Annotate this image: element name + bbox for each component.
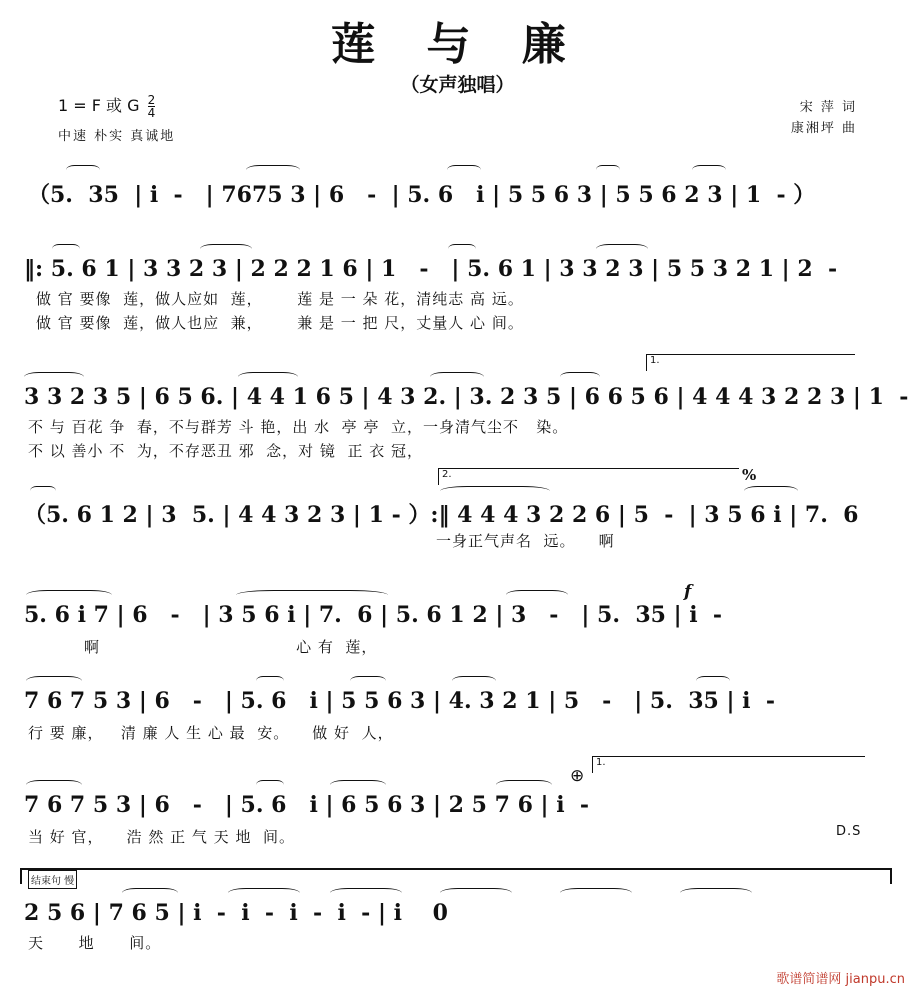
coda-bracket-top: [20, 868, 892, 870]
tie-mark: [350, 676, 386, 686]
tie-mark: [200, 244, 252, 254]
lyrics-line: 当 好 官， 浩 然 正 气 天 地 间。: [28, 828, 295, 846]
tie-mark: [452, 676, 496, 686]
music-system-chorus1: [0, 582, 915, 666]
lyrics-line-1: 做 官 要像 莲，做人应如 莲， 莲 是 一 朵 花，清纯志 高 远。: [36, 290, 524, 308]
tie-mark: [506, 590, 568, 600]
music-system-intro: [0, 160, 915, 220]
tie-mark: [330, 780, 386, 790]
tie-mark: [66, 165, 100, 175]
tie-mark: [256, 780, 284, 790]
tie-mark: [447, 165, 481, 175]
tie-mark: [680, 888, 752, 898]
tie-mark: [448, 244, 476, 254]
second-ending-bracket: [438, 468, 739, 485]
music-system-verse1: [0, 240, 915, 335]
tie-mark: [52, 244, 80, 254]
coda-bracket-right: [890, 868, 892, 884]
lyrics-line: 天 地 间。: [28, 934, 162, 952]
music-system-chorus3: [0, 757, 915, 858]
tie-mark: [26, 676, 82, 686]
tie-mark: [430, 372, 484, 382]
tie-mark: [24, 372, 84, 382]
notation-line: 2 5 6 | 7 6 5 | i - i - i - i - | i 0: [24, 900, 448, 926]
tie-mark: [236, 590, 388, 600]
music-system-verse2: [0, 355, 915, 463]
notation-line: （5. 35 | i - | 7675 3 | 6 - | 5. 6 i | 5 5 6 3 | 5 5 6 2 3 | 1 - ）: [28, 182, 816, 208]
lyrics-line-1: 不 与 百花 争 春，不与群芳 斗 艳，出 水 亭 亭 立，一身清气尘不 染。: [28, 418, 569, 436]
dynamic-marking: f: [684, 582, 692, 602]
ds-marking: D.S: [836, 824, 862, 839]
tie-mark: [26, 590, 112, 600]
first-ending-bracket: [646, 354, 855, 371]
tie-mark: [596, 244, 648, 254]
coda-ending-bracket: [592, 756, 865, 773]
tie-mark: [238, 372, 298, 382]
credits: [791, 98, 857, 140]
coda-icon: ⊕: [570, 766, 585, 785]
lyrics-line-2: 做 官 要像 莲，做人也应 兼， 兼 是 一 把 尺，丈量人 心 间。: [36, 314, 524, 332]
tie-mark: [30, 486, 56, 496]
music-system-chorus2: [0, 672, 915, 752]
watermark: 歌谱简谱网 jianpu.cn: [776, 972, 905, 987]
tie-mark: [496, 780, 552, 790]
ending-number: 1.: [650, 355, 660, 366]
music-system-verse3: [0, 466, 915, 562]
tie-mark: [256, 676, 284, 686]
ending-number: 2.: [442, 469, 452, 480]
notation-line: 5. 6 i 7 | 6 - | 3 5 6 i | 7. 6 | 5. 6 1 2 | 3 - | 5. 35 | i -: [24, 602, 723, 628]
coda-bracket-left: [20, 868, 22, 884]
page-title: 莲 与 廉: [331, 19, 584, 70]
lyrics-line: 啊 心 有 莲，: [84, 638, 378, 656]
music-system-coda: [0, 866, 915, 966]
notation-line: 7 6 7 5 3 | 6 - | 5. 6 i | 6 5 6 3 | 2 5 7 6 | i -: [24, 792, 590, 818]
tie-mark: [692, 165, 726, 175]
ending-number: 1.: [596, 757, 606, 768]
tie-mark: [228, 888, 300, 898]
tempo-expression: 中速 朴实 真诚地: [58, 129, 176, 144]
tie-mark: [246, 165, 300, 175]
key-signature-text: 1 = F 或 G: [58, 96, 140, 115]
end-tag-label: 结束句 慢: [28, 870, 77, 889]
meter-denominator: 4: [147, 106, 156, 120]
key-signature: [58, 93, 155, 119]
lyrics-line: 一身正气声名 远。 啊: [436, 532, 615, 550]
tie-mark: [440, 486, 550, 496]
tie-mark: [122, 888, 178, 898]
meter-numerator: 2: [147, 93, 156, 107]
tie-mark: [560, 888, 632, 898]
tie-mark: [696, 676, 730, 686]
tie-mark: [596, 165, 620, 175]
lyricist-credit: 宋 萍 词: [799, 100, 857, 115]
subtitle: （女声独唱）: [400, 74, 515, 96]
notation-line: 3 3 2 3 5 | 6 5 6. | 4 4 1 6 5 | 4 3 2. | 3. 2 3 5 | 6 6 5 6 | 4 4 4 3 2 2 3 | 1 -: [24, 384, 909, 410]
tie-mark: [744, 486, 798, 496]
tie-mark: [440, 888, 512, 898]
lyrics-line: 行 要 廉， 清 廉 人 生 心 最 安。 做 好 人，: [28, 724, 394, 742]
tie-mark: [560, 372, 600, 382]
notation-line: （5. 6 1 2 | 3 5. | 4 4 3 2 3 | 1 - ）:‖ 4 4 4 3 2 2 6 | 5 - | 3 5 6 i | 7. 6: [24, 502, 859, 528]
tie-mark: [330, 888, 402, 898]
meter-signature: [148, 94, 156, 119]
lyrics-line-2: 不 以 善小 不 为，不存恶丑 邪 念，对 镜 正 衣 冠，: [28, 442, 423, 460]
composer-credit: 康湘坪 曲: [790, 120, 857, 136]
notation-line: 7 6 7 5 3 | 6 - | 5. 6 i | 5 5 6 3 | 4. 3 2 1 | 5 - | 5. 35 | i -: [24, 688, 775, 714]
tie-mark: [26, 780, 82, 790]
notation-line: ‖: 5. 6 1 | 3 3 2 3 | 2 2 2 1 6 | 1 - | 5. 6 1 | 3 3 2 3 | 5 5 3 2 1 | 2 -: [24, 256, 838, 282]
segno-icon: %: [742, 466, 757, 484]
